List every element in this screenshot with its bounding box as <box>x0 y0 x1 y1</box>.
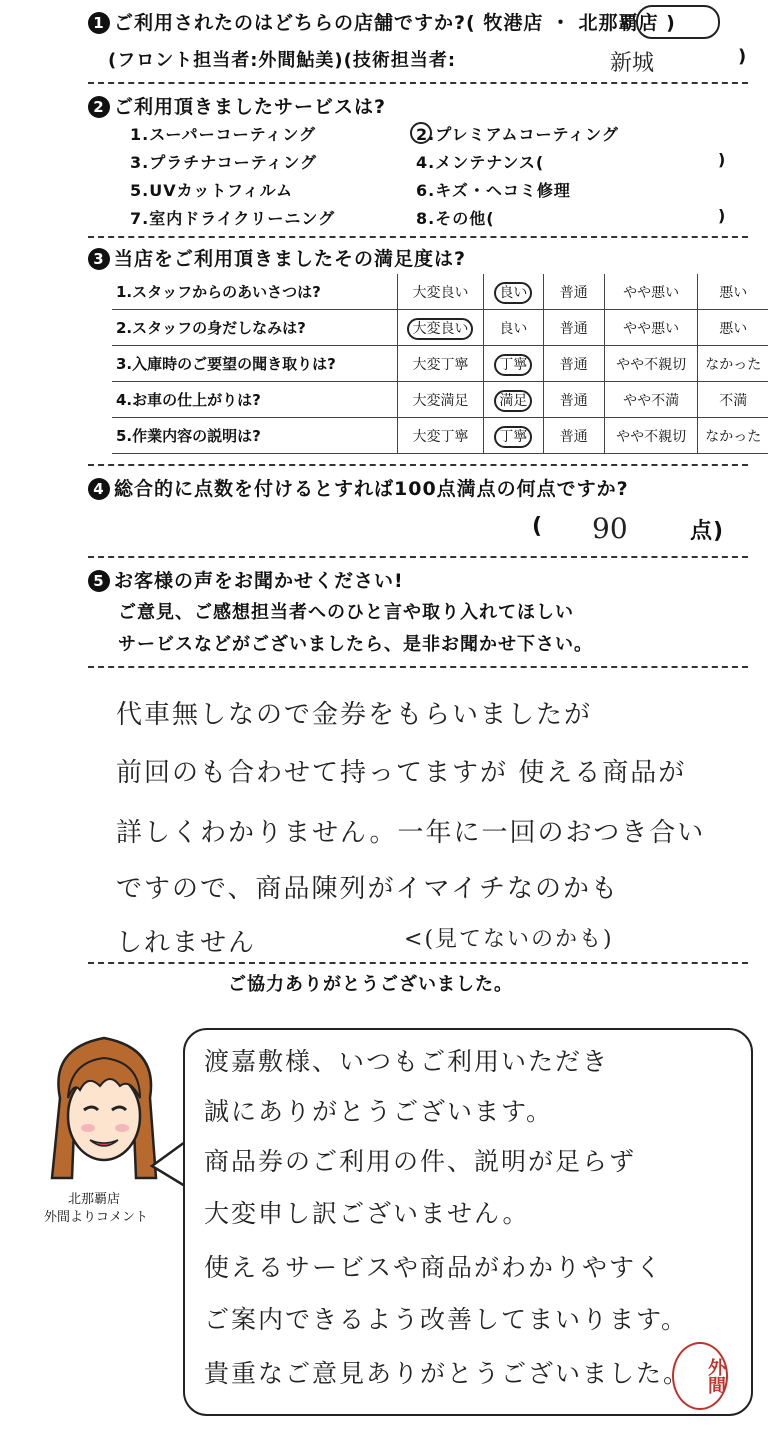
option-cell: 普通 <box>543 418 604 454</box>
q5-sub2: サービスなどがございましたら、是非お聞かせ下さい。 <box>118 634 593 655</box>
option-cell: 普通 <box>543 382 604 418</box>
option-cell: やや悪い <box>604 310 698 346</box>
table-row <box>112 346 768 382</box>
q3-number: 3 <box>88 248 110 270</box>
service-6: 6.キズ・ヘコミ修理 <box>416 181 571 200</box>
option-cell: なかった <box>698 346 768 382</box>
customer-comment-line: 詳しくわかりません。一年に一回のおつき合い <box>116 818 706 848</box>
q4-text: 総合的に点数を付けるとすれば100点満点の何点ですか? <box>114 478 629 500</box>
service-1: 1.スーパーコーティング <box>130 125 317 144</box>
q1-text: ご利用されたのはどちらの店舗ですか? <box>114 12 467 34</box>
customer-comment-line: 代車無しなので金券をもらいましたが <box>116 700 593 730</box>
service-8: 8.その他( <box>416 209 495 228</box>
table-row <box>112 382 768 418</box>
staff-comment-from: 外間よりコメント <box>44 1210 149 1225</box>
q1-selected-circle <box>636 5 720 39</box>
divider <box>88 962 748 964</box>
row-question: 5.作業内容の説明は? <box>112 418 397 454</box>
q2-number: 2 <box>88 96 110 118</box>
table-row <box>112 310 768 346</box>
q1-staff-line <box>108 46 456 72</box>
divider <box>88 556 748 558</box>
q3-text: 当店をご利用頂きましたその満足度は? <box>114 248 467 270</box>
option-cell: 普通 <box>543 310 604 346</box>
thanks-text: ご協力ありがとうございました。 <box>228 974 513 995</box>
customer-comment-line: しれません <box>116 928 257 958</box>
q2-text: ご利用頂きましたサービスは? <box>114 96 387 118</box>
option-cell: 大変丁寧 <box>397 346 483 382</box>
table-row <box>112 274 768 310</box>
q3-heading <box>88 244 466 271</box>
customer-comment-line: 前回のも合わせて持ってますが 使える商品が <box>116 758 687 788</box>
row-question: 3.入庫時のご要望の聞き取りは? <box>112 346 397 382</box>
staff-store: 北那覇店 <box>68 1192 121 1207</box>
q5-heading <box>88 566 404 593</box>
arrow-icon: < <box>404 927 425 952</box>
row-question: 2.スタッフの身だしなみは? <box>112 310 397 346</box>
table-row <box>112 418 768 454</box>
q1-options: ( 牧港店 ・ 北那覇店 ) <box>466 12 676 34</box>
divider <box>88 82 748 84</box>
option-cell: なかった <box>698 418 768 454</box>
option-cell: 悪い <box>698 310 768 346</box>
q5-number: 5 <box>88 570 110 592</box>
staff-reply-line: 大変申し訳ございません。 <box>204 1199 530 1228</box>
service-2-label: 2.プレミアムコーティング <box>416 125 619 144</box>
q1-heading <box>88 8 676 35</box>
row-question: 4.お車の仕上がりは? <box>112 382 397 418</box>
q5-sub1: ご意見、ご感想担当者へのひと言や取り入れてほしい <box>118 602 574 623</box>
q4-heading <box>88 474 629 501</box>
service-4: 4.メンテナンス( <box>416 153 545 172</box>
customer-comment-line: ですので、商品陳列がイマイチなのかも <box>116 874 619 904</box>
option-cell: 大変良い <box>397 310 483 346</box>
option-cell: 満足 <box>483 382 543 418</box>
option-cell: 良い <box>483 274 543 310</box>
satisfaction-table <box>112 274 768 454</box>
service-8-close: ) <box>718 206 727 225</box>
q5-text: お客様の声をお聞かせください! <box>114 570 404 592</box>
q1-number: 1 <box>88 12 110 34</box>
q1-staff-label: (フロント担当者:外間鮎美)(技術担当者: <box>108 50 457 71</box>
option-cell: 普通 <box>543 346 604 382</box>
option-cell: やや悪い <box>604 274 698 310</box>
divider <box>88 236 748 238</box>
option-cell: やや不親切 <box>604 346 698 382</box>
staff-reply-line: 誠にありがとうございます。 <box>204 1097 554 1126</box>
option-cell: 大変丁寧 <box>397 418 483 454</box>
option-cell: 丁寧 <box>483 346 543 382</box>
staff-reply-line: ご案内できるよう改善してまいります。 <box>204 1305 689 1334</box>
row-question: 1.スタッフからのあいさつは? <box>112 274 397 310</box>
q4-number: 4 <box>88 478 110 500</box>
option-cell: 大変良い <box>397 274 483 310</box>
option-cell: やや不親切 <box>604 418 698 454</box>
staff-reply-line: 渡嘉敷様、いつもご利用いただき <box>204 1047 610 1076</box>
service-7: 7.室内ドライクリーニング <box>130 209 336 228</box>
q2-heading <box>88 92 386 119</box>
service-4-close: ) <box>718 150 727 169</box>
customer-aside: <(見てないのかも) <box>404 927 614 952</box>
name-stamp: 外間 <box>672 1342 728 1410</box>
option-cell: 不満 <box>698 382 768 418</box>
staff-reply-line: 使えるサービスや商品がわかりやすく <box>204 1253 664 1282</box>
option-cell: 普通 <box>543 274 604 310</box>
divider <box>88 464 748 466</box>
staff-reply-line: 商品券のご利用の件、説明が足らず <box>204 1147 637 1176</box>
staff-avatar <box>40 1028 168 1180</box>
staff-reply-line: 貴重なご意見ありがとうございました。 <box>204 1359 691 1388</box>
option-cell: 悪い <box>698 274 768 310</box>
q4-open-paren: ( <box>532 514 544 539</box>
q4-score: 90 <box>592 512 628 545</box>
q1-tech-name: 新城 <box>610 51 655 76</box>
option-cell: 大変満足 <box>397 382 483 418</box>
divider <box>88 666 748 668</box>
q1-tech-end: ) <box>738 46 748 67</box>
option-cell: 良い <box>483 310 543 346</box>
service-5: 5.UVカットフィルム <box>130 181 294 200</box>
q4-unit: 点) <box>690 519 725 544</box>
service-3: 3.プラチナコーティング <box>130 153 317 172</box>
option-cell: 丁寧 <box>483 418 543 454</box>
option-cell: やや不満 <box>604 382 698 418</box>
